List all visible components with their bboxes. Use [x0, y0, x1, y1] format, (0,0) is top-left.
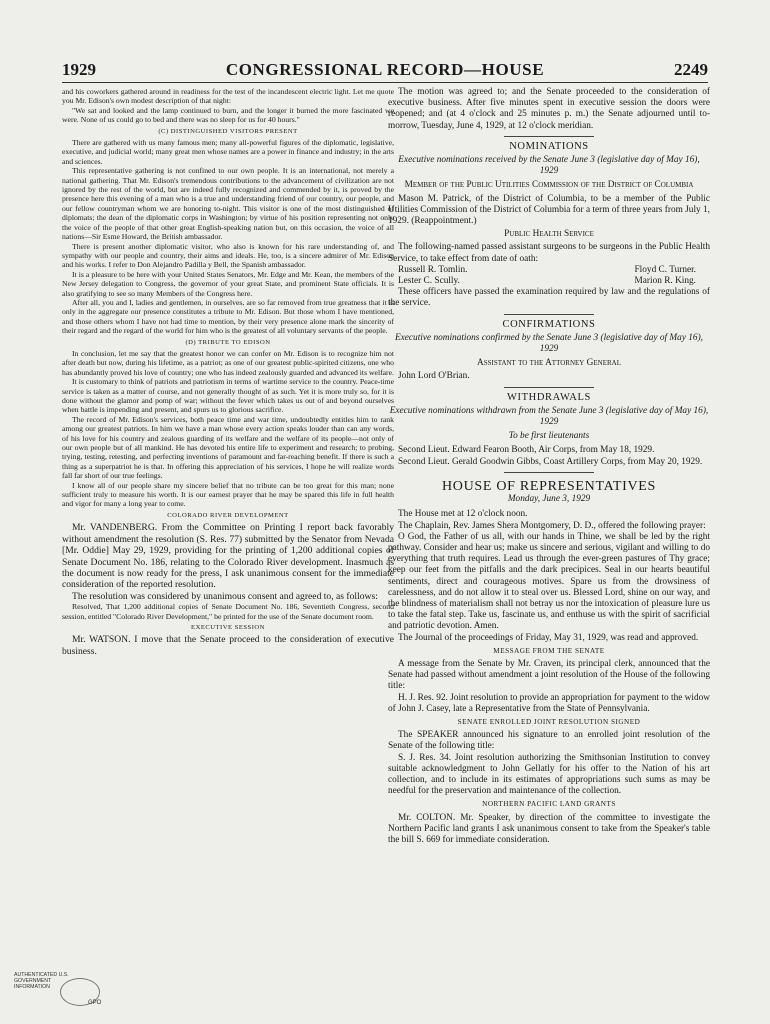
paragraph: and his coworkers gathered around in readiness for the test of the incandescent electric light. Let me quote you Mr. Edison's own modest description of that night: [62, 87, 394, 106]
header-rule [62, 82, 708, 83]
paragraph: S. J. Res. 34. Joint resolution authorizing the Smithsonian Institution to convey suitable acknowledgment to John Gellatly for his offer to the Nation of his art collection, and to include in its estimates of appropriations such sums as may be needful for the preservation and maintenance of the collection. [388, 752, 710, 797]
paragraph: Mason M. Patrick, of the District of Columbia, to be a member of the Public Utilities Commission of the District of Columbia for a term of three years from July 1, 1929. (Reappointment.) [388, 193, 710, 227]
paragraph: The Chaplain, Rev. James Shera Montgomery, D. D., offered the following prayer: [398, 520, 706, 531]
paragraph: The record of Mr. Edison's services, both peace time and war time, undoubtedly entitles him to rank among our greatest patriots. In him we have a man whose every action speaks louder than can any words, of his love for his country and zealous guarding of its welfare and the welfare of its people—not only of our own people but of all mankind. He has devoted his entire life to experiment and research; to probing, trying, testing, retesting, and perfecting inventions of paramount and far-reaching benefit. If there is such a thing as a superpatriot he is that. In offering this appreciation of his services, I hope he will realize words fall far short of our true feelings. [62, 414, 394, 481]
seal-abbr: GPO [88, 1000, 102, 1006]
paragraph: Mr. VANDENBERG. From the Committee on Printing I report back favorably without amendment the resolution (S. Res. 77) submitted by the Senator from Nevada [Mr. Oddie] May 29, 1929, providing for the printing of 1,200 additional copies of Senate Document No. 186, relating to the Colorado River development. Inasmuch as the document is now ready for the press, I ask unanimous consent for the immediate consideration of the reported resolution. [62, 522, 394, 591]
paragraph: Second Lieut. Edward Fearon Booth, Air Corps, from May 18, 1929. [398, 445, 655, 456]
paragraph: This representative gathering is not confined to our own people. It is an international, not merely a national gathering. That Mr. Edison's tremendous contributions to the advancement of civilization are not ignored by the rest of the world, but are indeed fully recognized and commended by it, is proved by the presence here this evening of a man who is a true and understanding friend of our country, our people, and our fellow countryman whom we are honoring to-night. This visitor is one of the most distinguished of diplomats; the dean of the diplomatic corps in Washington; by virtue of his position representing not only the voice of the people of that other great English-speaking nation but, on this occasion, the voice of all nations—Sir Esme Howard, the British ambassador. [62, 166, 394, 242]
section-heading: (D) TRIBUTE TO EDISON [185, 338, 271, 346]
divider [504, 314, 594, 315]
heading-confirmations: CONFIRMATIONS [502, 318, 596, 330]
subheading: Executive nominations confirmed by the Senate June 3 (legislative day of May 16), 1929 [395, 332, 703, 355]
right-column [388, 87, 710, 846]
paragraph: Mr. COLTON. Mr. Speaker, by direction of the committee to investigate the Northern Pacific land grants I ask unanimous consent to take from the Speaker's table the bill S. 669 for immediate consideration. [388, 812, 710, 845]
name: Marion R. King. [634, 276, 696, 287]
paragraph: Second Lieut. Gerald Goodwin Gibbs, Coast Artillery Corps, from May 20, 1929. [398, 456, 703, 467]
paragraph: The resolution was considered by unanimous consent and agreed to, as follows: [72, 590, 378, 602]
header-page-number: 2249 [673, 60, 708, 79]
resolution-text: Resolved, That 1,200 additional copies of Senate Document No. 186, Seventieth Congress, second session, entitled "Colorado River Development," be printed for the use of the Senate document room. [62, 602, 394, 621]
seal-text: AUTHENTICATED U.S. GOVERNMENT INFORMATION [14, 972, 69, 990]
session-date: Monday, June 3, 1929 [507, 494, 591, 505]
large-text-block [62, 634, 394, 657]
divider [504, 472, 594, 473]
section-heading: SENATE ENROLLED JOINT RESOLUTION SIGNED [457, 717, 641, 726]
section-heading: COLORADO RIVER DEVELOPMENT [167, 511, 289, 519]
subheading: Member of the Public Utilities Commission of the District of Columbia [404, 180, 694, 191]
heading-withdrawals: WITHDRAWALS [507, 391, 591, 403]
subheading: Assistant to the Attorney General [477, 358, 621, 369]
header-year: 1929 [62, 60, 96, 79]
section-heading: MESSAGE FROM THE SENATE [493, 646, 605, 655]
header-title: CONGRESSIONAL RECORD—HOUSE [225, 60, 545, 79]
heading-house: HOUSE OF REPRESENTATIVES [441, 478, 657, 494]
quote-paragraph: "We sat and looked and the lamp continued to burn, and the longer it burned the more fascinated we were. None of us could go to bed and there was no sleep for us for 40 hours." [62, 105, 394, 125]
page-header [62, 60, 708, 84]
subheading: Executive nominations withdrawn from the Senate June 3 (legislative day of May 16), 1929 [389, 405, 709, 428]
name: Russell R. Tomlin. [398, 264, 468, 275]
name: Lester C. Scully. [398, 276, 460, 287]
section-heading: EXECUTIVE SESSION [191, 623, 265, 631]
heading-nominations: NOMINATIONS [509, 140, 589, 152]
subheading: To be first lieutenants [508, 431, 590, 442]
paragraph: There is present another diplomatic visitor, who also is known for his rare understanding of, and sympathy with our people and country, their aims and ideals. He, too, is a sincere admirer of Mr. Edison and his works. I refer to Don Alejandro Padilla y Bell, the Spanish ambassador. [62, 241, 394, 270]
paragraph: John Lord O'Brian. [398, 371, 470, 382]
section-heading: (C) DISTINGUISHED VISITORS PRESENT [158, 127, 298, 135]
name-row [388, 265, 710, 276]
paragraph: There are gathered with us many famous men; many all-powerful figures of the diplomatic, legislative, executive, and judicial world; many great men whose names are a power in finance and industry; in the arts and sciences. [62, 138, 394, 166]
paragraph: It is a pleasure to be here with your United States Senators, Mr. Edge and Mr. Kean, the members of the New Jersey delegation to Congress, the governor of your great State, and prominent State officials. It is also gratifying to see so many Members of the Congress here. [62, 269, 394, 298]
prayer-paragraph: O God, the Father of us all, with our hands in Thine, we shall be led by the right pathway. Consider and hear us; make us sincere and serious, vigilant and willing to do everything that truth requires. Lead us through the ever-green pastures of Thy grace; keep our feet from the pitfalls and the dark precipices. Seal in our hearts beautiful sentiments, direct and courageous motives. Spare us from the drowsiness of carelessness, and do not allow it to steal over us. Blessed Lord, shine on our way, and the blindness of materialism shall not betray us nor the intoxication of pleasure lure us to take the fatal step. Take us, fascinate us, and enthuse us with the spirit of sacrificial and patriotic devotion. Amen. [388, 531, 710, 632]
paragraph: The House met at 12 o'clock noon. [398, 509, 528, 520]
paragraph: After all, you and I, ladies and gentlemen, in ourselves, are so far removed from true greatness that it is only in the aggregate our presence constitutes a tribute to Mr. Edison. But those whom I have mentioned, and those others whom I have not had time to mention, by their very presence alone mark the sincerity of their regard and the regard of the world for him who is the greatest of all voluntary servants of the people. [62, 297, 394, 336]
paragraph: The following-named passed assistant surgeons to be surgeons in the Public Health Service, to take effect from date of oath: [388, 242, 710, 264]
paragraph: These officers have passed the examination required by law and the regulations of the service. [388, 287, 710, 309]
gpo-authentication-seal [14, 972, 114, 1012]
paragraph: It is customary to think of patriots and patriotism in terms of wartime service to the country. Peace-time service is taken as a matter of course, and not generally thought of as such. Yet it is more truly so, for it is done without the glamor and pomp of war; without the fever which takes us out of and beyond ourselves when battle is impending and present, and spurs us to glorious sacrifice. [62, 377, 394, 415]
paragraph: The motion was agreed to; and the Senate proceeded to the consideration of executive business. After five minutes spent in executive session the doors were reopened; and (at 4 o'clock and 25 minutes p. m.) the Senate adjourned until to-morrow, Tuesday, June 4, 1929, at 12 o'clock meridian. [388, 87, 710, 131]
subheading: Public Health Service [504, 229, 594, 240]
paragraph: Mr. WATSON. I move that the Senate proceed to the consideration of executive business. [62, 634, 394, 657]
paragraph: In conclusion, let me say that the greatest honor we can confer on Mr. Edison is to recognize him not after death but now, during his lifetime, as a patriot; as one of our greatest public-spirited citizens, one who has abundantly proved his love of country; one who has indeed zealously guarded and advanced its welfare. [62, 348, 394, 377]
name: Floyd C. Turner. [634, 264, 696, 275]
divider [504, 136, 594, 137]
left-column [62, 87, 394, 657]
divider [504, 387, 594, 388]
large-text-block [62, 522, 394, 602]
paragraph: A message from the Senate by Mr. Craven, its principal clerk, announced that the Senate had passed without amendment a joint resolution of the House of the following title: [388, 658, 710, 692]
paragraph: H. J. Res. 92. Joint resolution to provide an appropriation for payment to the widow of John J. Casey, late a Representative from the State of Pennsylvania. [388, 692, 710, 714]
name-row [388, 276, 710, 287]
subheading: Executive nominations received by the Senate June 3 (legislative day of May 16), 1929 [398, 155, 700, 177]
paragraph: The SPEAKER announced his signature to an enrolled joint resolution of the Senate of the following title: [388, 730, 710, 752]
section-heading: NORTHERN PACIFIC LAND GRANTS [482, 800, 616, 809]
paragraph: I know all of our people share my sincere belief that no tribute can be too great for this man; none sufficient truly to measure his worth. It is our earnest prayer that he may be spared this life in full health and vigor for many a long year to come. [62, 480, 394, 509]
paragraph: The Journal of the proceedings of Friday, May 31, 1929, was read and approved. [398, 632, 699, 643]
